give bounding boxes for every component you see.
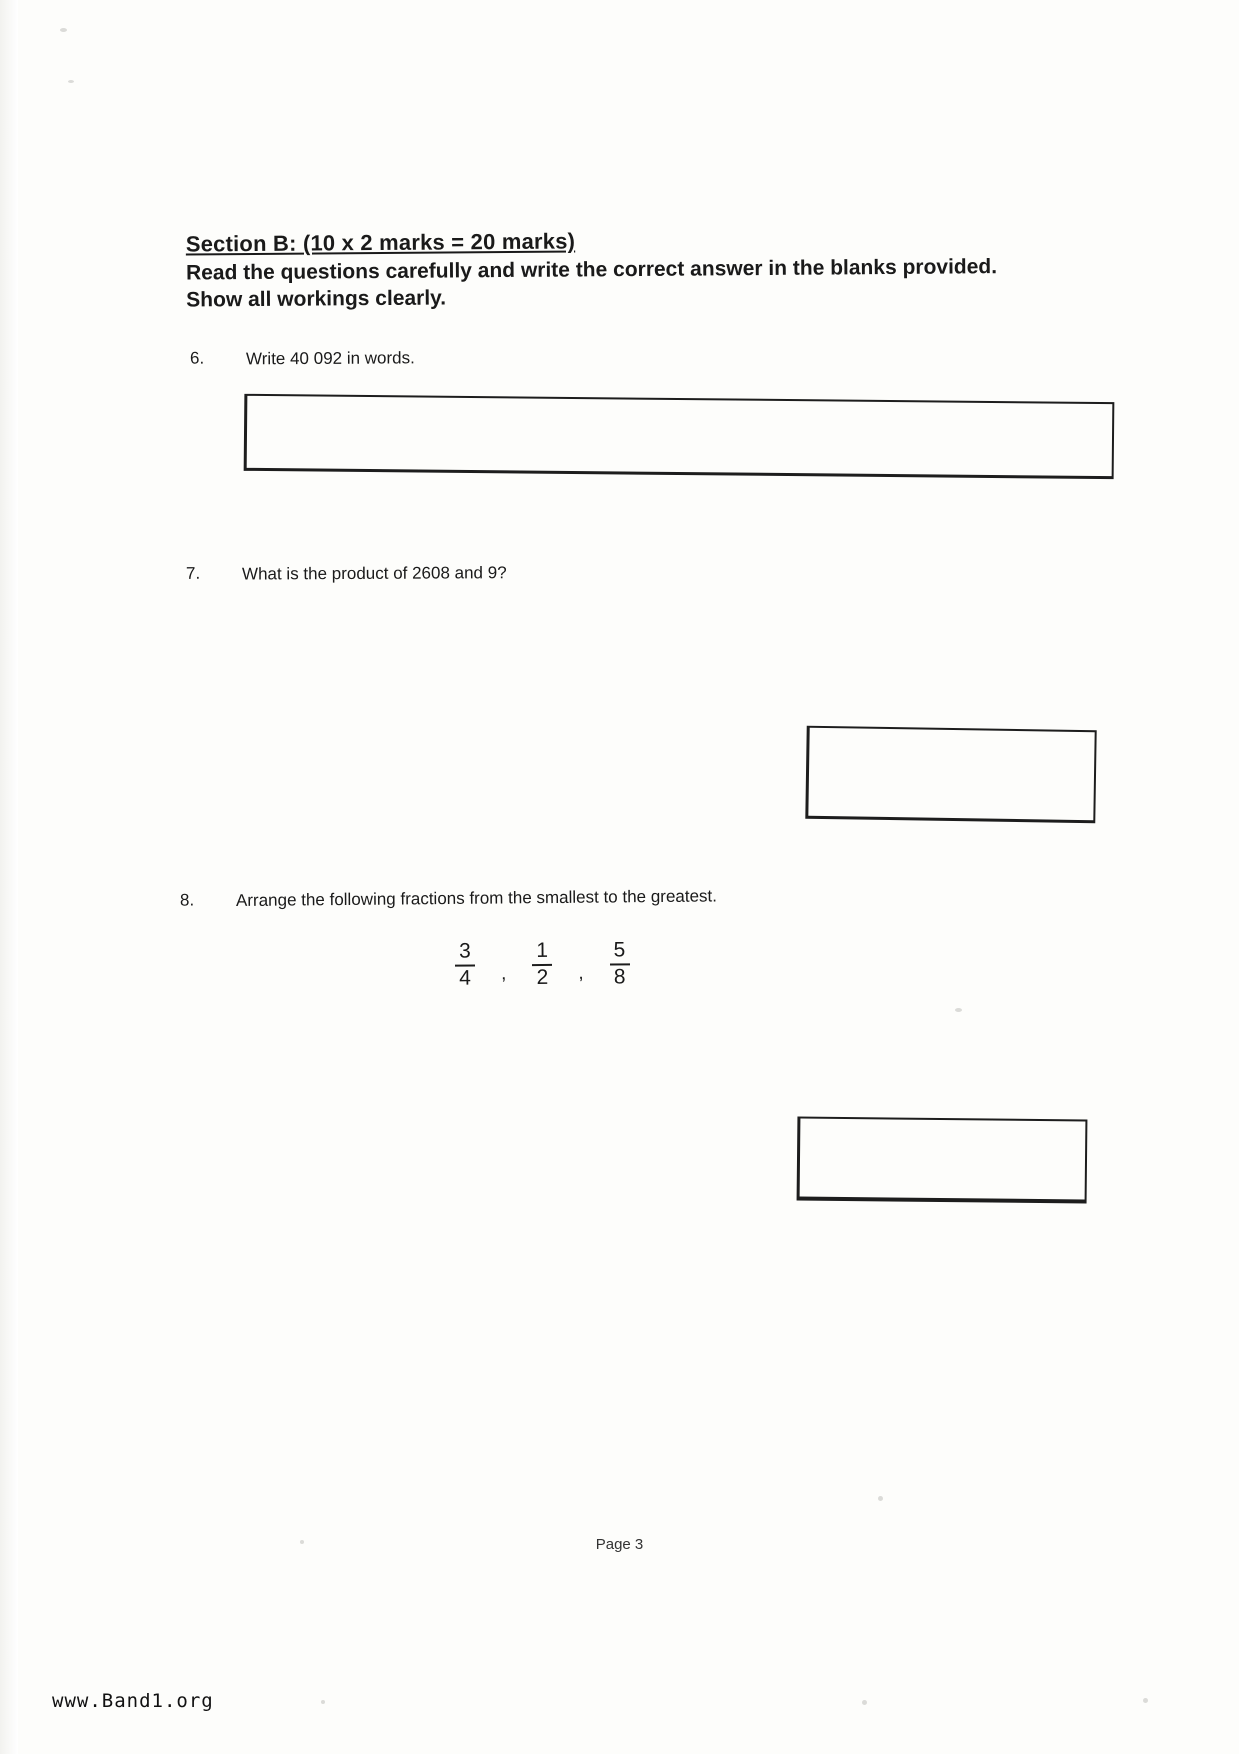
question-8-text: Arrange the following fractions from the smallest to the greatest.: [235, 886, 718, 911]
fraction-list: [455, 939, 630, 989]
fraction-1-numerator: 3: [458, 939, 471, 963]
answer-box-question-6[interactable]: [244, 394, 1115, 479]
fraction-2-denominator: 2: [536, 966, 549, 990]
answer-box-question-8[interactable]: [797, 1116, 1088, 1203]
answer-box-question-7[interactable]: [805, 726, 1096, 824]
site-watermark: www.Band1.org: [52, 1690, 214, 1712]
fraction-3-denominator: 8: [613, 965, 626, 989]
fraction-3-numerator: 5: [613, 938, 626, 962]
question-7: [186, 562, 507, 587]
fraction-separator-2: ,: [578, 962, 584, 984]
page-number: Page 3: [595, 1536, 644, 1553]
question-7-text: What is the product of 2608 and 9?: [241, 563, 507, 584]
fraction-separator-1: ,: [500, 963, 507, 985]
fraction-3: [609, 939, 629, 988]
fraction-1: [455, 940, 475, 989]
fraction-1-denominator: 4: [459, 966, 472, 990]
section-header: [186, 224, 1087, 314]
question-7-number: 7.: [185, 563, 201, 583]
fraction-2-numerator: 1: [536, 938, 549, 963]
section-title: Section B: (10 x 2 marks = 20 marks): [185, 228, 576, 257]
question-6-number: 6.: [189, 348, 205, 368]
section-instructions: Read the questions carefully and write the correct answer in the blanks provided. Show all workings clearly.: [185, 255, 998, 312]
question-6: [190, 347, 415, 371]
fraction-2: [532, 940, 552, 989]
question-8-number: 8.: [179, 890, 195, 910]
question-8: [180, 885, 717, 913]
question-6-text: Write 40 092 in words.: [245, 348, 415, 369]
